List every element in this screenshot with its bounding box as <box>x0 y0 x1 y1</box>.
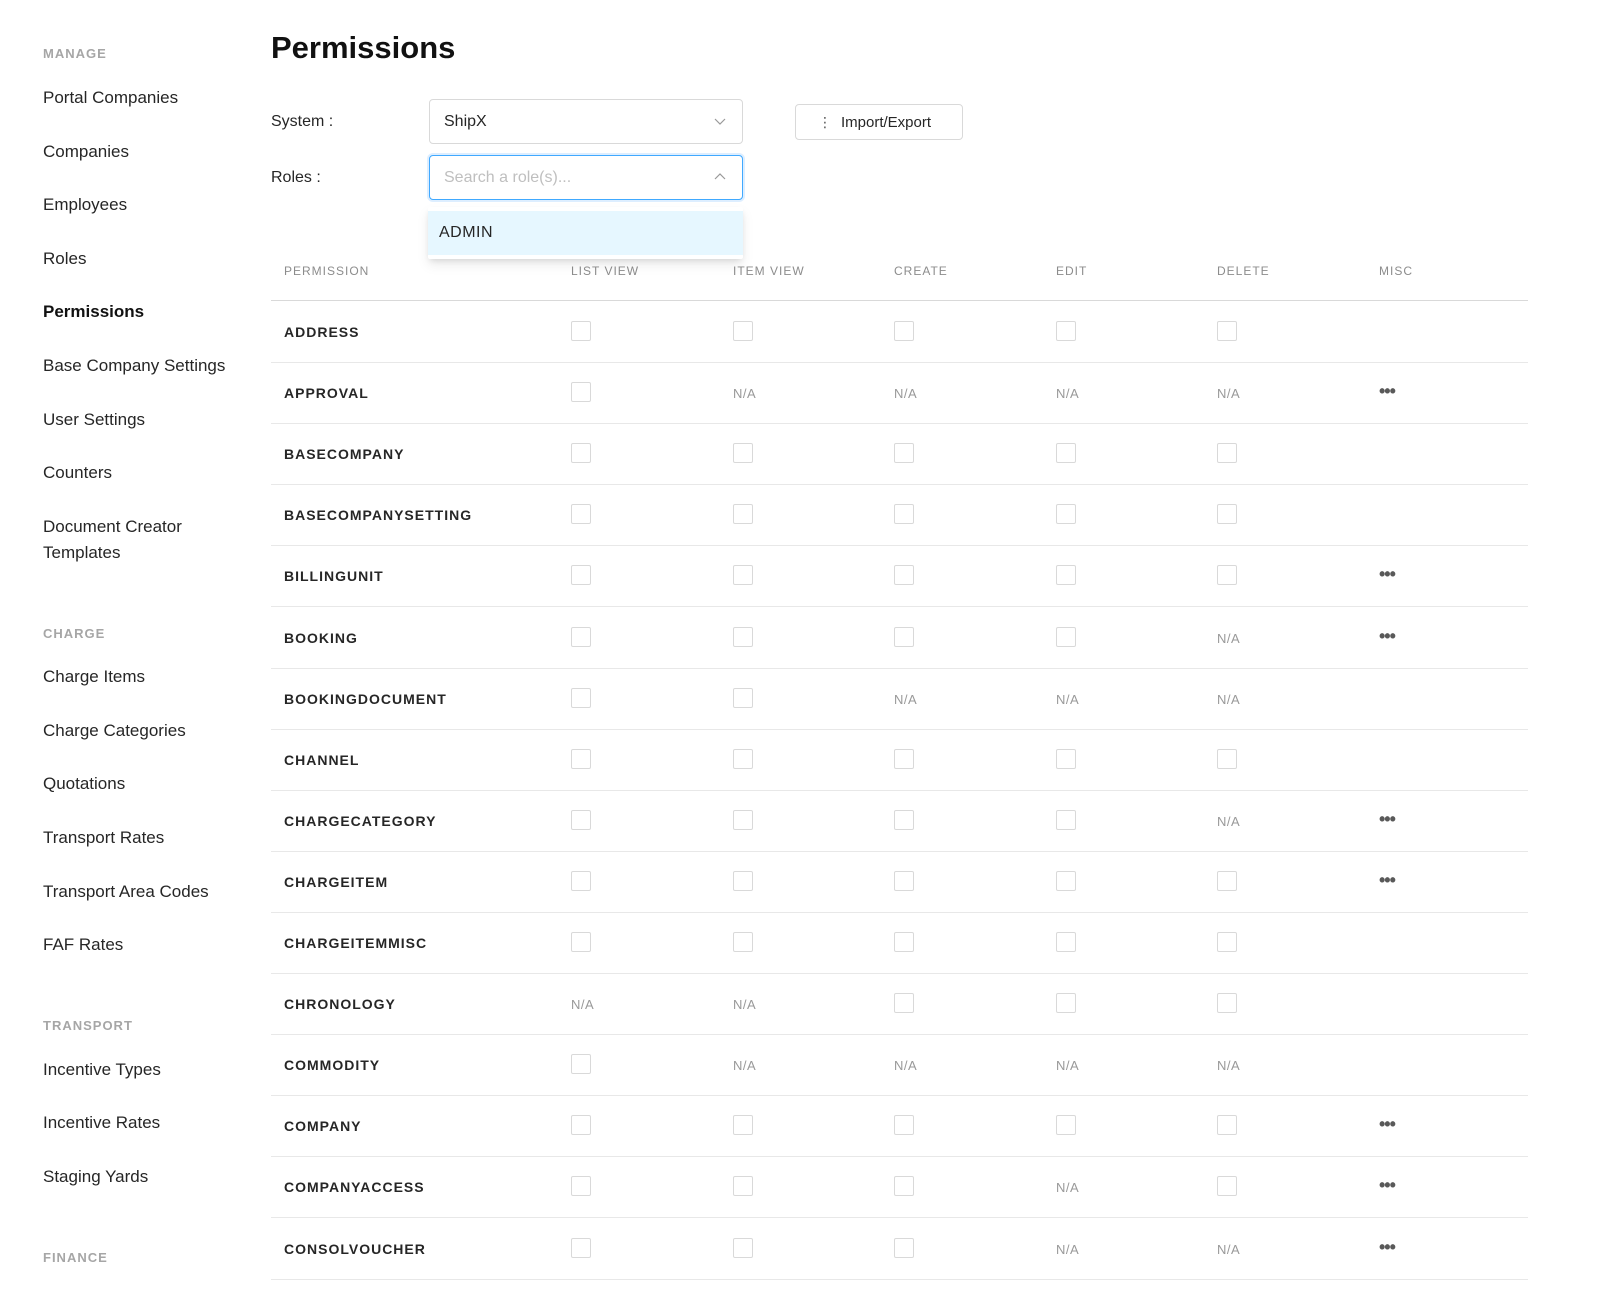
permission-checkbox[interactable] <box>571 565 591 585</box>
permission-cell <box>733 443 753 463</box>
section-title-finance: FINANCE <box>43 1250 108 1265</box>
permission-checkbox[interactable] <box>1056 993 1076 1013</box>
not-applicable-label: N/A <box>1217 386 1241 402</box>
permission-cell <box>1056 993 1076 1013</box>
permission-cell <box>571 321 591 341</box>
permission-name: CHRONOLOGY <box>284 996 396 1013</box>
permission-cell <box>733 749 753 769</box>
permission-cell <box>1056 688 1079 707</box>
not-applicable-label: N/A <box>1056 691 1080 707</box>
permission-cell <box>894 1238 914 1258</box>
permission-checkbox[interactable] <box>894 1176 914 1196</box>
not-applicable-label: N/A <box>1056 386 1080 402</box>
permission-cell <box>894 565 914 585</box>
permission-cell <box>733 1054 756 1073</box>
permission-checkbox[interactable] <box>733 688 753 708</box>
permission-cell <box>733 810 753 830</box>
more-vertical-icon: ⋮ <box>818 114 832 130</box>
permission-checkbox[interactable] <box>571 443 591 463</box>
permission-name: CHARGECATEGORY <box>284 812 437 829</box>
permission-checkbox[interactable] <box>1217 565 1237 585</box>
permission-cell <box>1217 382 1240 401</box>
sidebar-item-incentive-types[interactable]: Incentive Types <box>43 1060 161 1079</box>
permission-checkbox[interactable] <box>733 810 753 830</box>
import-export-button[interactable] <box>795 104 963 140</box>
roles-option-label: ADMIN <box>439 224 494 241</box>
sidebar-item-employees[interactable]: Employees <box>43 195 128 214</box>
not-applicable-label: N/A <box>1217 1058 1241 1074</box>
permission-checkbox[interactable] <box>1056 932 1076 952</box>
permission-cell <box>1056 443 1076 463</box>
permission-checkbox[interactable] <box>1056 443 1076 463</box>
permission-checkbox[interactable] <box>733 1176 753 1196</box>
permission-checkbox[interactable] <box>571 627 591 647</box>
permission-checkbox[interactable] <box>1217 504 1237 524</box>
sidebar-item-companies[interactable]: Companies <box>43 142 129 161</box>
section-title-charge: CHARGE <box>43 626 106 641</box>
permission-cell <box>894 504 914 524</box>
permission-cell <box>571 504 591 524</box>
not-applicable-label: N/A <box>733 386 757 402</box>
table-row <box>271 1219 1528 1280</box>
not-applicable-label: N/A <box>894 1058 918 1074</box>
system-label: System : <box>271 113 334 130</box>
more-horizontal-icon[interactable]: ••• <box>1379 625 1395 646</box>
permission-cell <box>733 1238 753 1258</box>
permission-cell <box>1056 504 1076 524</box>
permission-cell <box>1056 627 1076 647</box>
permission-cell <box>1217 871 1237 891</box>
permission-cell <box>571 1176 591 1196</box>
table-row <box>271 974 1528 1035</box>
table-row <box>271 1096 1528 1157</box>
permission-checkbox[interactable] <box>733 627 753 647</box>
permission-cell <box>571 1054 591 1074</box>
permission-checkbox[interactable] <box>1056 810 1076 830</box>
permission-cell <box>894 321 914 341</box>
table-row <box>271 302 1528 363</box>
permission-checkbox[interactable] <box>571 810 591 830</box>
permission-cell <box>1056 749 1076 769</box>
system-select-value: ShipX <box>444 113 487 130</box>
column-header-list-view: LIST VIEW <box>571 264 640 278</box>
permission-checkbox[interactable] <box>1217 1115 1237 1135</box>
permission-checkbox[interactable] <box>571 932 591 952</box>
permission-cell <box>1217 627 1240 646</box>
permission-cell <box>894 627 914 647</box>
more-horizontal-icon[interactable]: ••• <box>1379 808 1395 829</box>
permission-cell <box>571 382 591 402</box>
permission-name: BOOKING <box>284 629 358 646</box>
sidebar-item-transport-area-codes[interactable]: Transport Area Codes <box>43 882 209 901</box>
permission-cell <box>1056 932 1076 952</box>
permission-name: BILLINGUNIT <box>284 568 384 585</box>
permission-cell <box>894 993 914 1013</box>
column-header-edit: EDIT <box>1056 264 1088 278</box>
permission-cell <box>1217 688 1240 707</box>
not-applicable-label: N/A <box>1056 1241 1080 1257</box>
permission-name: ADDRESS <box>284 324 360 340</box>
permission-cell <box>1056 810 1076 830</box>
sidebar-item-charge-categories[interactable]: Charge Categories <box>43 721 186 740</box>
permission-checkbox[interactable] <box>733 443 753 463</box>
import-export-label: Import/Export <box>841 114 932 131</box>
permission-cell <box>1056 1115 1076 1135</box>
permission-checkbox[interactable] <box>733 1238 753 1258</box>
sidebar-item-charge-items[interactable]: Charge Items <box>43 667 146 686</box>
table-row <box>271 852 1528 913</box>
roles-search-input[interactable] <box>429 155 743 200</box>
not-applicable-label: N/A <box>894 386 918 402</box>
table-row <box>271 791 1528 852</box>
permission-cell <box>894 1176 914 1196</box>
permission-cell <box>733 932 753 952</box>
permission-cell <box>1056 1238 1079 1257</box>
permission-cell <box>733 1115 753 1135</box>
permission-checkbox[interactable] <box>1056 749 1076 769</box>
permission-checkbox[interactable] <box>894 749 914 769</box>
permission-checkbox[interactable] <box>894 810 914 830</box>
permission-checkbox[interactable] <box>894 932 914 952</box>
permission-checkbox[interactable] <box>733 871 753 891</box>
permission-checkbox[interactable] <box>571 504 591 524</box>
roles-label: Roles : <box>271 169 321 186</box>
table-row <box>271 669 1528 730</box>
permission-checkbox[interactable] <box>894 993 914 1013</box>
permission-cell <box>571 627 591 647</box>
permission-name: CHARGEITEM <box>284 873 389 890</box>
permission-cell <box>733 993 756 1012</box>
permission-name: APPROVAL <box>284 385 369 402</box>
sidebar-item-document-creator-templates[interactable]: Document Creator Templates <box>43 517 182 562</box>
not-applicable-label: N/A <box>1217 691 1241 707</box>
permission-checkbox[interactable] <box>571 1054 591 1074</box>
not-applicable-label: N/A <box>571 997 595 1013</box>
table-row <box>271 608 1528 669</box>
column-header-create: CREATE <box>894 264 948 278</box>
permission-checkbox[interactable] <box>894 1115 914 1135</box>
permission-cell <box>1056 321 1076 341</box>
permission-cell <box>571 871 591 891</box>
column-header-permission: PERMISSION <box>284 264 370 278</box>
permission-name: BOOKINGDOCUMENT <box>284 690 447 707</box>
permission-cell <box>1217 993 1237 1013</box>
sidebar-item-incentive-rates[interactable]: Incentive Rates <box>43 1113 161 1132</box>
table-header-divider <box>271 300 1528 301</box>
not-applicable-label: N/A <box>733 997 757 1013</box>
permission-checkbox[interactable] <box>571 871 591 891</box>
permission-checkbox[interactable] <box>1217 932 1237 952</box>
permission-cell <box>1056 871 1076 891</box>
not-applicable-label: N/A <box>1217 1241 1241 1257</box>
table-row <box>271 1157 1528 1218</box>
roles-option-admin[interactable] <box>428 211 743 255</box>
permission-cell <box>1217 565 1237 585</box>
permission-cell <box>1217 932 1237 952</box>
permission-checkbox[interactable] <box>1217 871 1237 891</box>
more-horizontal-icon[interactable]: ••• <box>1379 1175 1395 1196</box>
permission-checkbox[interactable] <box>894 443 914 463</box>
permission-checkbox[interactable] <box>1056 1115 1076 1135</box>
system-select[interactable] <box>429 99 743 144</box>
roles-search-placeholder: Search a role(s)... <box>444 169 572 186</box>
sidebar-item-user-settings[interactable]: User Settings <box>43 410 146 429</box>
table-row <box>271 424 1528 485</box>
permission-checkbox[interactable] <box>1056 627 1076 647</box>
sidebar-item-portal-companies[interactable]: Portal Companies <box>43 88 179 107</box>
permission-cell <box>571 932 591 952</box>
sidebar-item-staging-yards[interactable]: Staging Yards <box>43 1167 149 1186</box>
more-horizontal-icon[interactable]: ••• <box>1379 381 1395 402</box>
permission-checkbox[interactable] <box>894 504 914 524</box>
column-header-delete: DELETE <box>1217 264 1270 278</box>
permission-name: COMMODITY <box>284 1057 381 1074</box>
permission-cell <box>1217 1054 1240 1073</box>
permission-name: CHANNEL <box>284 751 360 768</box>
permission-checkbox[interactable] <box>1217 993 1237 1013</box>
section-title-transport: TRANSPORT <box>43 1018 133 1033</box>
permission-checkbox[interactable] <box>571 1176 591 1196</box>
permission-name: COMPANY <box>284 1118 362 1135</box>
permission-checkbox[interactable] <box>894 871 914 891</box>
sidebar-item-transport-rates[interactable]: Transport Rates <box>43 828 165 847</box>
not-applicable-label: N/A <box>1056 1058 1080 1074</box>
permission-checkbox[interactable] <box>1056 321 1076 341</box>
permission-cell <box>1217 321 1237 341</box>
permission-checkbox[interactable] <box>733 565 753 585</box>
more-horizontal-icon[interactable]: ••• <box>1379 1236 1395 1257</box>
permission-checkbox[interactable] <box>571 749 591 769</box>
permission-cell <box>571 749 591 769</box>
table-row <box>271 1035 1528 1096</box>
permission-checkbox[interactable] <box>571 382 591 402</box>
permission-cell <box>1217 1115 1237 1135</box>
permission-cell <box>1217 1176 1237 1196</box>
permission-checkbox[interactable] <box>571 1115 591 1135</box>
permission-checkbox[interactable] <box>1217 749 1237 769</box>
table-row <box>271 546 1528 607</box>
permission-checkbox[interactable] <box>733 932 753 952</box>
permission-cell <box>571 443 591 463</box>
permission-cell <box>894 443 914 463</box>
not-applicable-label: N/A <box>1056 1180 1080 1196</box>
table-row <box>271 730 1528 791</box>
permission-cell <box>1217 1238 1240 1257</box>
permission-checkbox[interactable] <box>1056 871 1076 891</box>
permission-cell <box>894 871 914 891</box>
chevron-down-icon <box>714 115 726 127</box>
not-applicable-label: N/A <box>1217 813 1241 829</box>
permission-cell <box>1217 504 1237 524</box>
section-title-manage: MANAGE <box>43 46 107 61</box>
permission-cell <box>571 688 591 708</box>
permission-checkbox[interactable] <box>733 504 753 524</box>
permission-name: COMPANYACCESS <box>284 1179 425 1196</box>
permission-cell <box>894 810 914 830</box>
permission-cell <box>733 627 753 647</box>
permission-cell <box>571 565 591 585</box>
permission-cell <box>1217 810 1240 829</box>
permission-cell <box>733 382 756 401</box>
permission-name: BASECOMPANY <box>284 446 405 463</box>
more-horizontal-icon[interactable]: ••• <box>1379 869 1395 890</box>
sidebar-item-faf-rates[interactable]: FAF Rates <box>43 935 124 954</box>
sidebar-item-counters[interactable]: Counters <box>43 463 112 482</box>
permission-cell <box>733 871 753 891</box>
permission-cell <box>733 504 753 524</box>
permission-checkbox[interactable] <box>571 321 591 341</box>
permission-cell <box>894 688 917 707</box>
permission-name: CHARGEITEMMISC <box>284 935 428 951</box>
sidebar-item-permissions[interactable]: Permissions <box>43 302 145 321</box>
permission-name: BASECOMPANYSETTING <box>284 507 473 524</box>
permission-cell <box>894 749 914 769</box>
permission-cell <box>894 1115 914 1135</box>
permission-cell <box>1056 382 1079 401</box>
chevron-up-icon <box>714 171 726 183</box>
sidebar-item-roles[interactable]: Roles <box>43 249 87 268</box>
table-row <box>271 363 1528 424</box>
sidebar-item-base-company-settings[interactable]: Base Company Settings <box>43 356 226 375</box>
not-applicable-label: N/A <box>894 691 918 707</box>
permission-checkbox[interactable] <box>733 1115 753 1135</box>
table-row <box>271 485 1528 546</box>
permission-checkbox[interactable] <box>1217 443 1237 463</box>
permission-cell <box>733 565 753 585</box>
permission-cell <box>733 321 753 341</box>
permission-checkbox[interactable] <box>894 1238 914 1258</box>
permission-checkbox[interactable] <box>571 688 591 708</box>
permission-checkbox[interactable] <box>894 565 914 585</box>
permission-cell <box>1217 749 1237 769</box>
permission-cell <box>571 993 594 1012</box>
sidebar <box>0 0 270 1307</box>
permission-checkbox[interactable] <box>1056 504 1076 524</box>
permission-cell <box>894 932 914 952</box>
more-horizontal-icon[interactable]: ••• <box>1379 1114 1395 1135</box>
permission-checkbox[interactable] <box>894 321 914 341</box>
permission-cell <box>1056 1176 1079 1195</box>
not-applicable-label: N/A <box>733 1058 757 1074</box>
permission-checkbox[interactable] <box>1056 565 1076 585</box>
permission-cell <box>894 382 917 401</box>
permission-checkbox[interactable] <box>733 321 753 341</box>
page-title: Permissions <box>271 30 456 65</box>
sidebar-item-quotations[interactable]: Quotations <box>43 774 126 793</box>
permission-cell <box>894 1054 917 1073</box>
permission-cell <box>1056 1054 1079 1073</box>
permission-cell <box>1217 443 1237 463</box>
column-header-item-view: ITEM VIEW <box>733 264 805 278</box>
permission-checkbox[interactable] <box>1217 321 1237 341</box>
permission-cell <box>733 1176 753 1196</box>
permission-checkbox[interactable] <box>571 1238 591 1258</box>
permission-cell <box>571 810 591 830</box>
permission-checkbox[interactable] <box>894 627 914 647</box>
permission-cell <box>571 1238 591 1258</box>
permission-cell <box>1056 565 1076 585</box>
roles-dropdown <box>428 207 743 259</box>
permission-name: CONSOLVOUCHER <box>284 1240 426 1257</box>
more-horizontal-icon[interactable]: ••• <box>1379 564 1395 585</box>
column-header-misc: MISC <box>1379 264 1413 278</box>
permission-cell <box>733 688 753 708</box>
not-applicable-label: N/A <box>1217 630 1241 646</box>
permission-checkbox[interactable] <box>1217 1176 1237 1196</box>
table-row <box>271 913 1528 974</box>
permission-checkbox[interactable] <box>733 749 753 769</box>
permission-cell <box>571 1115 591 1135</box>
